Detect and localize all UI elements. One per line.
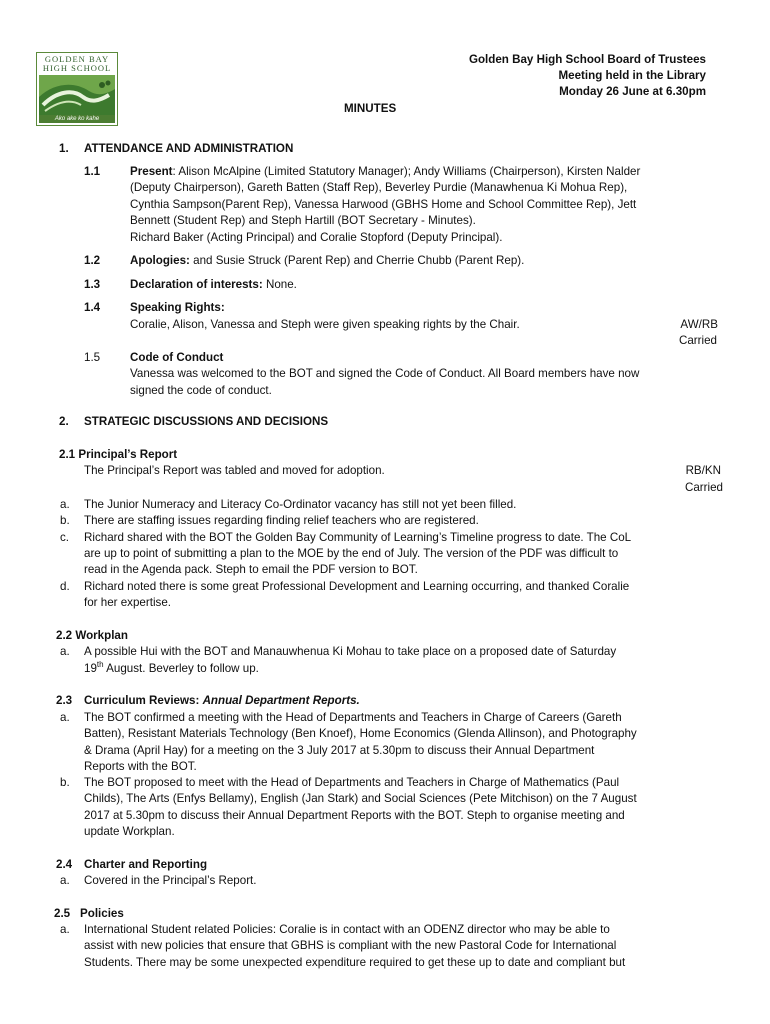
charter-marker-a: a.	[60, 874, 70, 887]
section-2-title: STRATEGIC DISCUSSIONS AND DECISIONS	[84, 415, 329, 428]
item-1-1-line-4: Bennett (Student Rep) and Steph Hartill (BOT Secretary - Minutes).	[130, 214, 476, 227]
header-line-2: Meeting held in the Library	[558, 69, 706, 82]
code-of-conduct-label: Code of Conduct	[130, 351, 224, 364]
policies-a-line-1: International Student related Policies: Coralie is in contact with an ODENZ director who may be able to	[84, 923, 610, 936]
logo-line-2: HIGH SCHOOL	[42, 63, 112, 73]
item-1-1-line-1	[130, 164, 640, 181]
principal-report-status: Carried	[684, 481, 723, 494]
apologies-label: Apologies:	[130, 254, 190, 267]
item-1-2-line	[130, 253, 524, 270]
workplan-item-a-line-2	[84, 661, 259, 678]
curriculum-b-line-2: Childs), The Arts (Enfys Bellamy), English (Jan Stark) and Social Sciences (Pete Mitchison) on the 7 August	[84, 792, 637, 805]
curriculum-b-line-3: 2017 at 5.30pm to discuss their Annual Department Reports with the BOT. Steph to organise meeting and	[84, 809, 625, 822]
policies-a-line-3: Students. There may be some unexpected expenditure required to get these up to date and compliant but	[84, 956, 626, 969]
charter-item-a: Covered in the Principal’s Report.	[84, 874, 257, 887]
present-text: : Alison McAlpine (Limited Statutory Manager); Andy Williams (Chairperson), Kirsten Nalder	[172, 165, 641, 178]
item-1-1-line-2: (Deputy Chairperson), Gareth Batten (Staff Rep), Beverley Purdie (Manawhenua Ki Mohua Rep),	[130, 181, 628, 194]
logo-line-1: GOLDEN BAY	[44, 54, 110, 64]
logo-wave-icon	[39, 75, 115, 115]
principal-item-b: There are staffing issues regarding finding relief teachers who are registered.	[84, 514, 479, 527]
charter-number: 2.4	[56, 858, 73, 871]
speaking-rights-mover: AW/RB	[680, 318, 718, 331]
item-1-1-line-5: Richard Baker (Acting Principal) and Coralie Stopford (Deputy Principal).	[130, 231, 503, 244]
policies-marker-a: a.	[60, 923, 70, 936]
item-1-1-line-3: Cynthia Sampson(Parent Rep), Vanessa Harwood (GBHS Home and School Committee Rep), Jett	[130, 198, 637, 211]
page-title: MINUTES	[344, 102, 397, 115]
speaking-rights-label: Speaking Rights:	[130, 301, 225, 314]
declaration-label: Declaration of interests:	[130, 278, 263, 291]
principal-report-heading: 2.1 Principal’s Report	[59, 448, 178, 461]
item-1-3-number: 1.3	[84, 278, 101, 291]
list-marker-b: b.	[60, 514, 70, 527]
list-marker-a: a.	[60, 498, 70, 511]
logo-motto: Ako ake ko kahe	[39, 115, 115, 123]
curriculum-title-italic: Annual Department Reports.	[202, 694, 360, 707]
curriculum-b-line-1: The BOT proposed to meet with the Head of Departments and Teachers in Charge of Mathematics (Paul	[84, 776, 620, 789]
charter-heading: Charter and Reporting	[84, 858, 208, 871]
header-line-3: Monday 26 June at 6.30pm	[559, 85, 706, 98]
workplan-heading: 2.2 Workplan	[56, 629, 128, 642]
workplan-item-a-line-1: A possible Hui with the BOT and Manauwhenua Ki Mohau to take place on a proposed date of Saturday	[84, 645, 617, 658]
declaration-text: None.	[262, 278, 297, 291]
item-1-1-number: 1.1	[84, 165, 101, 178]
section-1-title: ATTENDANCE AND ADMINISTRATION	[84, 142, 294, 155]
workplan-day: 19	[84, 662, 97, 675]
curriculum-a-line-3: & Drama (April Hay) for a meeting on the 3 July 2017 at 5.30pm to discuss their Annual Department	[84, 744, 595, 757]
workplan-day-rest: August. Beverley to follow up.	[103, 662, 259, 675]
item-1-2-number: 1.2	[84, 254, 101, 267]
curriculum-heading	[84, 693, 360, 710]
curriculum-a-line-1: The BOT confirmed a meeting with the Head of Departments and Teachers in Charge of Careers (Gareth	[84, 711, 622, 724]
principal-item-c-line-2: are up to point of submitting a plan to the MOE by the end of July. The version of the PDF was difficult to	[84, 547, 619, 560]
item-1-5-number: 1.5	[84, 351, 101, 364]
policies-a-line-2: assist with new policies that ensure that GBHS is compliant with the new Pastoral Code for International	[84, 939, 617, 952]
apologies-text: and Susie Struck (Parent Rep) and Cherrie Chubb (Parent Rep).	[189, 254, 525, 267]
curriculum-a-line-2: Batten), Resistant Materials Technology (Ben Knoef), Home Economics (Glenda Allinson), and Photography	[84, 727, 637, 740]
policies-heading: Policies	[80, 907, 124, 920]
curriculum-marker-a: a.	[60, 711, 70, 724]
code-of-conduct-line-2: signed the code of conduct.	[130, 384, 272, 397]
principal-item-c-line-1: Richard shared with the BOT the Golden Bay Community of Learning’s Timeline progress to date. The CoL	[84, 531, 632, 544]
list-marker-c: c.	[60, 531, 70, 544]
item-1-4-number: 1.4	[84, 301, 101, 314]
curriculum-number: 2.3	[56, 694, 73, 707]
school-logo	[36, 52, 118, 126]
workplan-marker-a: a.	[60, 645, 70, 658]
workplan-day-suffix: th	[96, 660, 104, 670]
list-marker-d: d.	[60, 580, 70, 593]
principal-item-a: The Junior Numeracy and Literacy Co-Ordinator vacancy has still not yet been filled.	[84, 498, 517, 511]
principal-report-mover: RB/KN	[685, 464, 721, 477]
section-2-number: 2.	[59, 415, 69, 428]
principal-item-d-line-1: Richard noted there is some great Professional Development and Learning occurring, and thanked Coralie	[84, 580, 630, 593]
speaking-rights-status: Carried	[678, 334, 717, 347]
header-line-1: Golden Bay High School Board of Trustees	[468, 53, 706, 66]
section-1-number: 1.	[59, 142, 69, 155]
principal-item-d-line-2: for her expertise.	[84, 596, 171, 609]
code-of-conduct-line-1: Vanessa was welcomed to the BOT and signed the Code of Conduct. All Board members have now	[130, 367, 640, 380]
curriculum-b-line-4: update Workplan.	[84, 825, 175, 838]
principal-report-text: The Principal’s Report was tabled and moved for adoption.	[84, 464, 385, 477]
policies-number: 2.5	[54, 907, 71, 920]
principal-item-c-line-3: read in the Agenda pack. Steph to email the PDF version to BOT.	[84, 563, 418, 576]
curriculum-a-line-4: Reports with the BOT.	[84, 760, 197, 773]
present-label: Present	[130, 165, 173, 178]
curriculum-marker-b: b.	[60, 776, 70, 789]
speaking-rights-text: Coralie, Alison, Vanessa and Steph were given speaking rights by the Chair.	[130, 318, 520, 331]
item-1-3-line	[130, 277, 297, 294]
curriculum-title: Curriculum Reviews:	[84, 694, 203, 707]
